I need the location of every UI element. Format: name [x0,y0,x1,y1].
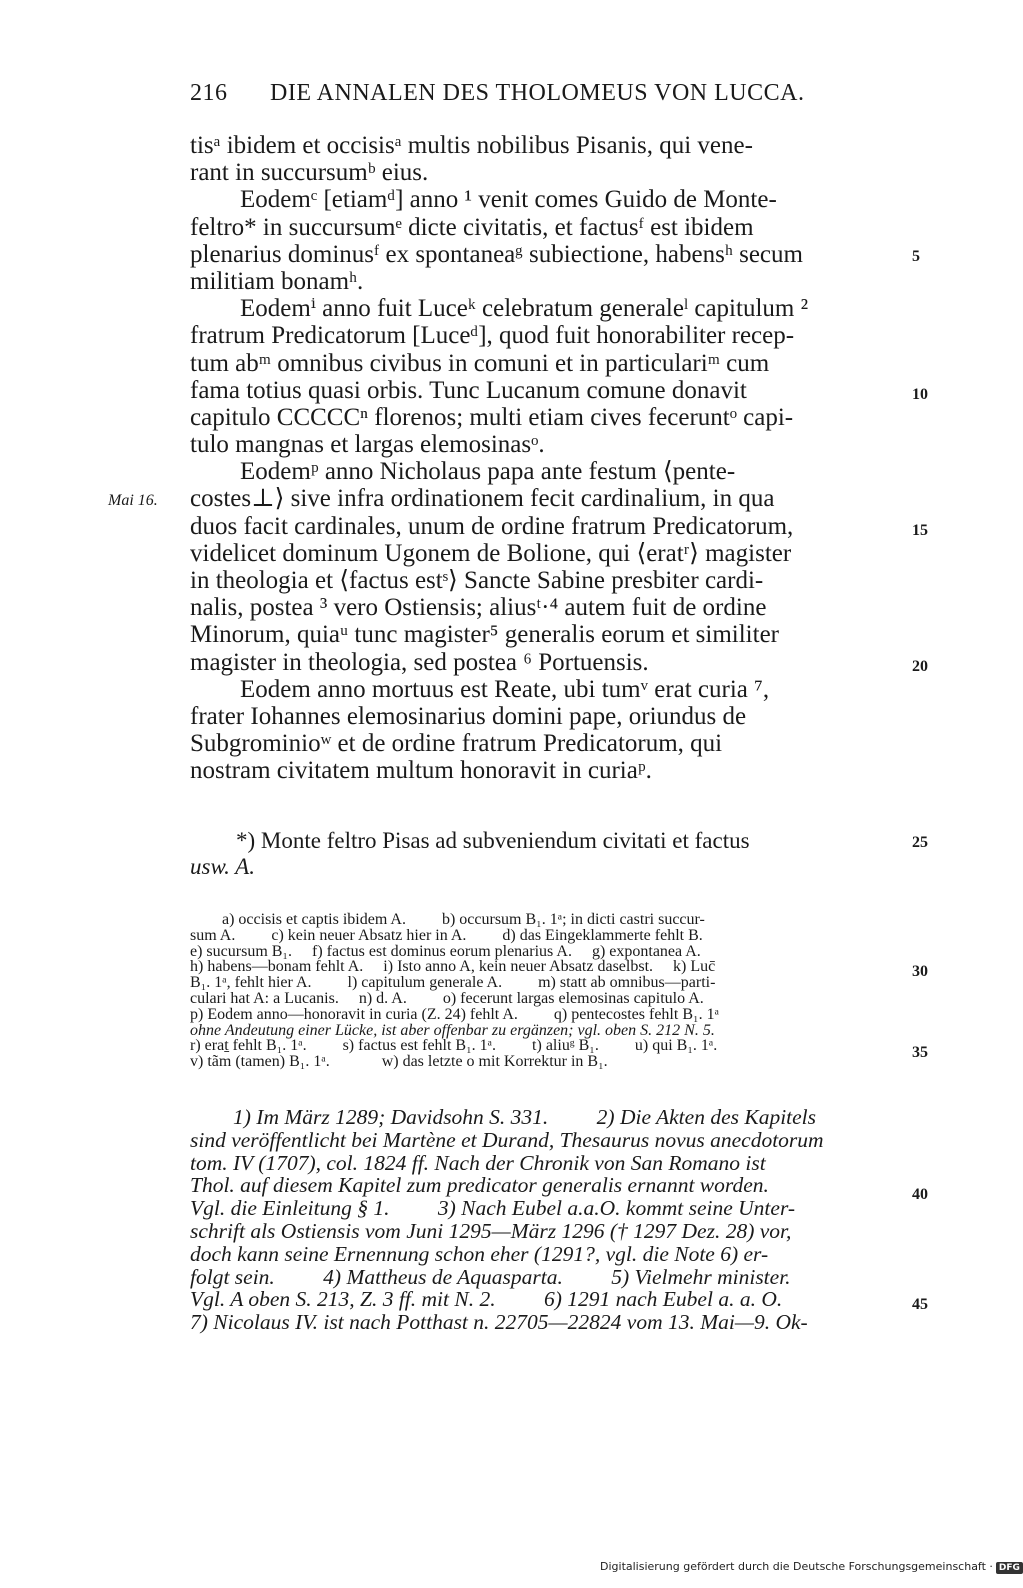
note-line: Vgl. die Einleitung § 1. 3) Nach Eubel a.a.O. kommt seine Unter- [190,1196,796,1221]
footnote-line: *) Monte feltro Pisas ad subveniendum civitati et factus [190,828,750,853]
note-line: 1) Im März 1289; Davidsohn S. 331. 2) Die Akten des Kapitels [190,1105,817,1129]
apparatus-line: a) occisis et captis ibidem A. b) occursum B₁. 1ᵃ; in dicti castri succur- [190,911,705,928]
text-line: Subgrominioʷ et de ordine fratrum Predicatorum, qui [190,730,723,758]
line-number: 45 [912,1296,928,1313]
text-line: Eodemⁱ anno fuit Luceᵏ celebratum generaleˡ capitulum ² [190,295,809,323]
page-number: 216 [190,80,228,106]
footnote-line: usw. A. [190,854,255,879]
line-number: 35 [912,1044,928,1061]
apparatus-line: e) sucursum B₁. f) factus est dominus eorum plenarius A. g) expontanea A. [190,942,701,960]
text-line: tisᵃ ibidem et occisisᵃ multis nobilibus Pisanis, qui vene- [190,132,753,159]
note-line: Vgl. A oben S. 213, Z. 3 ff. mit N. 2. 6) 1291 nach Eubel a. a. O. [190,1287,783,1312]
line-number: 40 [912,1186,928,1203]
text-line: militiam bonamʰ. [190,267,364,295]
line-number: 30 [912,963,928,980]
text-line: Eodemᶜ [etiamᵈ] anno ¹ venit comes Guido de Monte- [190,186,777,214]
text-line: magister in theologia, sed postea ⁶ Portuensis. [190,648,649,676]
text-line: Minorum, quiaᵘ tunc magister⁵ generalis eorum et similiter [190,621,779,649]
apparatus-line: h) habens—bonam fehlt A. i) Isto anno A, kein neuer Absatz daselbst. k) Luc̄ [190,958,716,976]
text-line: duos facit cardinales, unum de ordine fratrum Predicatorum, [190,512,794,540]
text-line: tulo mangnas et largas elemosinasᵒ. [190,431,545,459]
text-line: Eodem anno mortuus est Reate, ubi tumᵛ erat curia ⁷, [190,675,770,703]
line-number: 15 [912,522,928,539]
text-line: costes⊥⟩ sive infra ordinationem fecit cardinalium, in qua [190,485,775,513]
line-number: 10 [912,386,928,403]
text-line: plenarius dominusᶠ ex spontaneaᵍ subiectione, habensʰ secum [190,240,803,268]
apparatus-line: p) Eodem anno—honoravit in curia (Z. 24) fehlt A. q) pentecostes fehlt B₁. 1ᵃ [190,1005,719,1023]
text-line: nostram civitatem multum honoravit in curiaᵖ. [190,757,652,785]
dfg-logo-icon: DFG [996,1562,1023,1574]
apparatus-line: ohne Andeutung einer Lücke, ist aber offenbar zu ergänzen; vgl. oben S. 212 N. 5. [190,1021,715,1039]
text-line: in theologia et ⟨factus estˢ⟩ Sancte Sabine presbiter cardi- [190,567,764,594]
apparatus-line: culari hat A: a Lucanis. n) d. A. o) fecerunt largas elemosinas capitulo A. [190,989,704,1007]
text-line: fratrum Predicatorum [Luceᵈ], quod fuit honorabiliter recep- [190,322,795,350]
text-line: capitulo CCCCCⁿ florenos; multi etiam cives feceruntᵒ capi- [190,403,794,431]
text-line: Eodemᵖ anno Nicholaus papa ante festum ⟨pente- [190,458,736,486]
historical-notes [190,1106,905,1334]
credit-text: Digitalisierung gefördert durch die Deutsche Forschungsgemeinschaft · [600,1560,993,1573]
line-number: 5 [912,248,920,265]
apparatus-line: v) tãm (tamen) B₁. 1ᵃ. w) das letzte o mit Korrektur in B₁. [190,1053,608,1071]
note-line: schrift als Ostiensis vom Juni 1295—März 1296 († 1297 Dez. 28) vor, [190,1218,792,1243]
apparatus-line: B₁. 1ᵃ, fehlt hier A. l) capitulum generale A. m) statt ab omnibus—parti- [190,974,716,992]
note-line: doch kann seine Ernennung schon eher (1291?, vgl. die Note 6) er- [190,1241,769,1266]
text-line: frater Iohannes elemosinarius domini pape, oriundus de [190,702,747,730]
running-header [190,80,810,107]
text-line: tum abᵐ omnibus civibus in comuni et in particulariᵐ cum [190,349,770,377]
note-line: sind veröffentlicht bei Martène et Durand, Thesaurus novus anecdotorum [190,1127,824,1152]
note-line: tom. IV (1707), col. 1824 ff. Nach der Chronik von San Romano ist [190,1150,766,1175]
variant-apparatus [190,912,905,1070]
line-number: 20 [912,658,928,675]
text-line: feltro* in succursumᵉ dicte civitatis, et factusᶠ est ibidem [190,213,754,241]
margin-date-note: Mai 16. [108,492,158,509]
text-line: fama totius quasi orbis. Tunc Lucanum comune donavit [190,376,747,404]
note-line: folgt sein. 4) Mattheus de Aquasparta. 5) Vielmehr minister. [190,1264,791,1289]
text-line: rant in succursumᵇ eius. [190,159,429,187]
apparatus-line: r) eraṯ fehlt B₁. 1ᵃ. s) factus est fehlt B₁. 1ᵃ. t) aliuᵍ B₁. u) qui B₁. 1ᵃ. [190,1037,718,1055]
text-line: nalis, postea ³ vero Ostiensis; aliusᵗ·⁴ autem fuit de ordine [190,594,767,622]
digitization-credit [600,1560,1023,1574]
text-line: videlicet dominum Ugonem de Bolione, qui ⟨eratʳ⟩ magister [190,539,792,567]
star-footnote [190,828,900,880]
line-number: 25 [912,834,928,851]
main-text [190,132,900,785]
running-title: DIE ANNALEN DES THOLOMEUS VON LUCCA. [270,80,805,106]
apparatus-line: sum A. c) kein neuer Absatz hier in A. d) das Eingeklammerte fehlt B. [190,926,703,944]
note-line: Thol. auf diesem Kapitel zum predicator generalis ernannt worden. [190,1173,769,1198]
note-line: 7) Nicolaus IV. ist nach Potthast n. 22705—22824 vom 13. Mai—9. Ok- [190,1310,808,1335]
